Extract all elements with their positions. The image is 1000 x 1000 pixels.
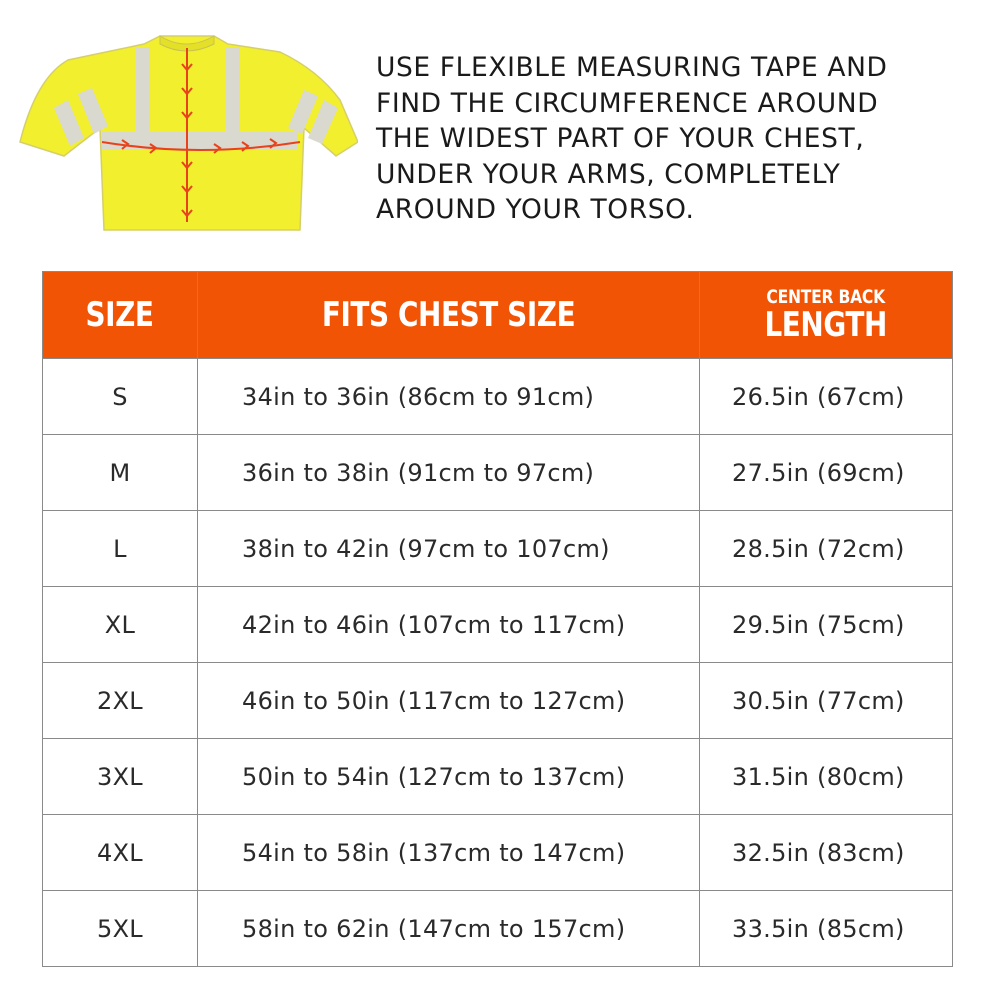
- back-length-cell: 27.5in (69cm): [700, 435, 953, 511]
- chest-size-cell: 58in to 62in (147cm to 157cm): [198, 891, 700, 967]
- back-length-cell: 32.5in (83cm): [700, 815, 953, 891]
- size-cell: 2XL: [43, 663, 198, 739]
- size-cell: M: [43, 435, 198, 511]
- back-length-cell: 29.5in (75cm): [700, 587, 953, 663]
- chest-size-cell: 54in to 58in (137cm to 147cm): [198, 815, 700, 891]
- header-size: SIZE: [43, 272, 198, 359]
- header-center-back-length: [700, 272, 953, 359]
- measuring-instructions: [376, 50, 976, 228]
- instruction-line: USE FLEXIBLE MEASURING TAPE AND: [376, 52, 888, 83]
- header-length-line: LENGTH: [764, 305, 888, 345]
- back-length-cell: 30.5in (77cm): [700, 663, 953, 739]
- table-row: [43, 511, 953, 587]
- chest-size-cell: 34in to 36in (86cm to 91cm): [198, 359, 700, 435]
- table-row: [43, 815, 953, 891]
- instruction-line: AROUND YOUR TORSO.: [376, 194, 695, 225]
- table-row: [43, 435, 953, 511]
- back-length-cell: 31.5in (80cm): [700, 739, 953, 815]
- table-header-row: [43, 272, 953, 359]
- chest-size-cell: 50in to 54in (127cm to 137cm): [198, 739, 700, 815]
- chest-size-cell: 46in to 50in (117cm to 127cm): [198, 663, 700, 739]
- size-cell: 4XL: [43, 815, 198, 891]
- header-center-back-line: CENTER BACK: [766, 286, 886, 308]
- table-row: [43, 359, 953, 435]
- instruction-line: UNDER YOUR ARMS, COMPLETELY: [376, 158, 841, 190]
- header-chest-size: FITS CHEST SIZE: [198, 272, 700, 359]
- size-cell: L: [43, 511, 198, 587]
- back-length-cell: 26.5in (67cm): [700, 359, 953, 435]
- chest-size-cell: 36in to 38in (91cm to 97cm): [198, 435, 700, 511]
- size-cell: XL: [43, 587, 198, 663]
- size-cell: 3XL: [43, 739, 198, 815]
- table-row: [43, 891, 953, 967]
- back-length-cell: 28.5in (72cm): [700, 511, 953, 587]
- chest-size-cell: 42in to 46in (107cm to 117cm): [198, 587, 700, 663]
- table-row: [43, 663, 953, 739]
- chest-size-cell: 38in to 42in (97cm to 107cm): [198, 511, 700, 587]
- size-cell: 5XL: [43, 891, 198, 967]
- instruction-line: THE WIDEST PART OF YOUR CHEST,: [376, 123, 865, 154]
- size-chart-table: [42, 271, 953, 967]
- hi-vis-jacket-icon: [18, 30, 358, 240]
- instruction-line: FIND THE CIRCUMFERENCE AROUND: [376, 87, 879, 119]
- table-row: [43, 739, 953, 815]
- back-length-cell: 33.5in (85cm): [700, 891, 953, 967]
- table-row: [43, 587, 953, 663]
- size-cell: S: [43, 359, 198, 435]
